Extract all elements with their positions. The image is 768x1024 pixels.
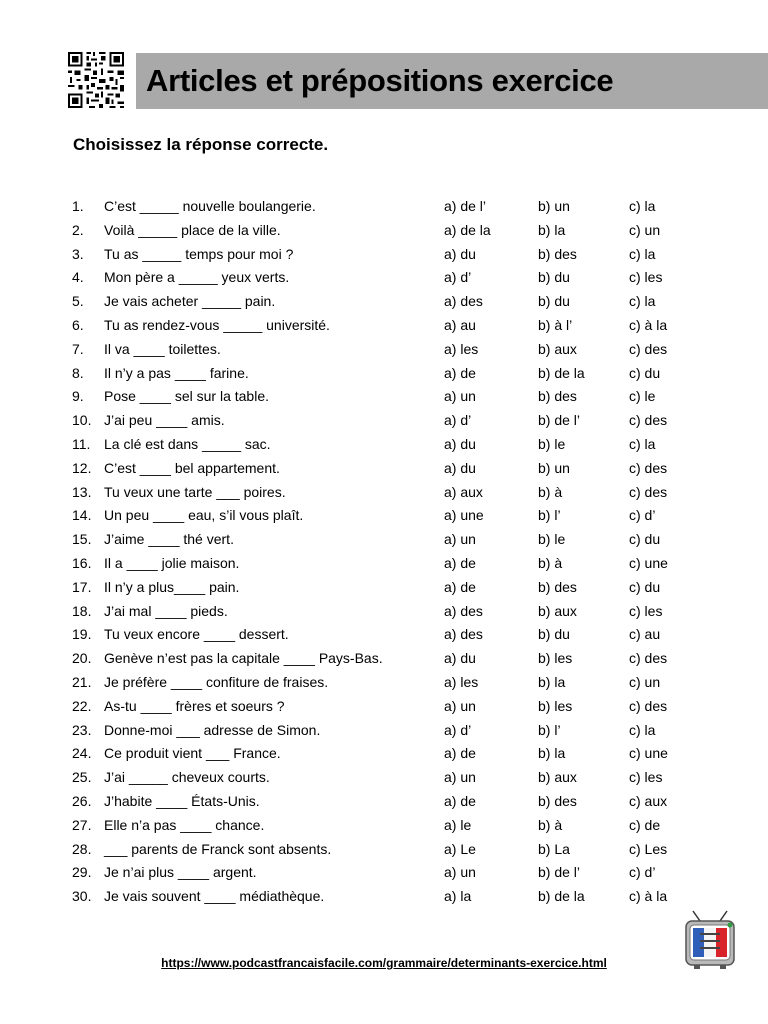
option-a: a) de <box>444 792 476 809</box>
question-text: Genève n’est pas la capitale ____ Pays-Bas. <box>104 650 383 667</box>
option-c: c) aux <box>629 792 668 809</box>
option-b: b) à l’ <box>538 316 573 333</box>
option-c: c) une <box>629 554 668 571</box>
option-b: b) des <box>538 792 577 809</box>
option-b: b) du <box>538 293 570 310</box>
question-number: 1. <box>72 198 84 214</box>
question-number: 20. <box>72 650 92 667</box>
option-a: a) de <box>444 745 476 762</box>
question-text: Je vais souvent ____ médiathèque. <box>104 888 325 905</box>
option-a: a) la <box>444 888 472 905</box>
question-number: 26. <box>72 792 92 809</box>
question-number: 15. <box>72 531 92 548</box>
option-a: a) du <box>444 245 476 262</box>
option-c: c) des <box>629 697 668 714</box>
question-text: Voilà _____ place de la ville. <box>104 221 281 238</box>
question-text: Tu as rendez-vous _____ université. <box>104 316 330 333</box>
question-row <box>0 433 768 457</box>
question-text: Il n’y a pas ____ farine. <box>104 364 249 381</box>
option-a: a) du <box>444 435 476 452</box>
question-number: 18. <box>72 602 92 619</box>
question-text: Elle n’a pas ____ chance. <box>104 816 265 833</box>
option-c: c) de <box>629 816 661 833</box>
question-number: 17. <box>72 578 92 595</box>
option-b: b) du <box>538 269 570 286</box>
question-number: 5. <box>72 293 84 310</box>
option-c: c) d’ <box>629 864 656 881</box>
question-row <box>0 790 768 814</box>
option-a: a) d’ <box>444 412 472 429</box>
option-b: b) l’ <box>538 721 561 738</box>
question-row <box>0 814 768 838</box>
question-text: ___ parents de Franck sont absents. <box>104 840 332 857</box>
question-row <box>0 671 768 695</box>
option-a: a) aux <box>444 483 483 500</box>
question-row <box>0 338 768 362</box>
option-c: c) la <box>629 245 656 262</box>
page-title: Articles et prépositions exercice <box>146 63 614 98</box>
question-number: 24. <box>72 745 92 762</box>
question-row <box>0 457 768 481</box>
option-a: a) un <box>444 697 476 714</box>
question-number: 7. <box>72 340 84 357</box>
option-b: b) à <box>538 483 563 500</box>
question-row <box>0 885 768 909</box>
option-c: c) un <box>629 221 661 238</box>
option-a: a) des <box>444 602 483 619</box>
question-number: 29. <box>72 864 92 881</box>
question-row <box>0 290 768 314</box>
option-a: a) de <box>444 578 476 595</box>
option-a: a) de la <box>444 221 491 238</box>
question-text: Tu veux une tarte ___ poires. <box>104 483 286 500</box>
question-row <box>0 504 768 528</box>
option-a: a) des <box>444 293 483 310</box>
option-a: a) de l’ <box>444 198 487 214</box>
question-number: 11. <box>72 435 91 452</box>
question-number: 10. <box>72 412 92 429</box>
question-number: 9. <box>72 388 84 405</box>
option-c: c) Les <box>629 840 668 857</box>
question-text: Je préfère ____ confiture de fraises. <box>104 673 329 690</box>
question-text: Mon père a _____ yeux verts. <box>104 269 290 286</box>
option-b: b) la <box>538 221 566 238</box>
question-number: 12. <box>72 459 92 476</box>
option-a: a) au <box>444 316 476 333</box>
option-c: c) une <box>629 745 668 762</box>
question-text: J’aime ____ thé vert. <box>104 531 234 548</box>
option-b: b) aux <box>538 340 577 357</box>
question-text: Ce produit vient ___ France. <box>104 745 281 762</box>
question-text: J’habite ____ États-Unis. <box>104 792 260 809</box>
questions-list <box>0 195 768 909</box>
option-b: b) le <box>538 531 566 548</box>
option-c: c) la <box>629 293 656 310</box>
option-a: a) de <box>444 554 476 571</box>
footer-url-link[interactable] <box>0 956 768 970</box>
question-text: J’ai peu ____ amis. <box>104 412 225 429</box>
question-row <box>0 195 768 219</box>
question-row <box>0 552 768 576</box>
header <box>60 48 710 112</box>
question-row <box>0 314 768 338</box>
option-c: c) du <box>629 364 661 381</box>
option-c: c) des <box>629 650 668 667</box>
option-a: a) un <box>444 388 476 405</box>
option-c: c) les <box>629 769 663 786</box>
option-a: a) le <box>444 816 472 833</box>
option-b: b) La <box>538 840 570 857</box>
option-c: c) des <box>629 412 668 429</box>
option-c: c) le <box>629 388 656 405</box>
question-number: 14. <box>72 507 92 524</box>
option-b: b) à <box>538 554 563 571</box>
option-c: c) la <box>629 435 656 452</box>
question-row <box>0 528 768 552</box>
question-text: Tu veux encore ____ dessert. <box>104 626 289 643</box>
question-row <box>0 766 768 790</box>
option-a: a) d’ <box>444 721 472 738</box>
question-number: 8. <box>72 364 84 381</box>
question-number: 22. <box>72 697 92 714</box>
question-text: Donne-moi ___ adresse de Simon. <box>104 721 321 738</box>
option-b: b) les <box>538 697 573 714</box>
option-a: a) un <box>444 531 476 548</box>
option-c: c) du <box>629 578 661 595</box>
option-b: b) les <box>538 650 573 667</box>
option-a: a) d’ <box>444 269 472 286</box>
question-text: Pose ____ sel sur la table. <box>104 388 269 405</box>
question-text: Il n’y a plus____ pain. <box>104 578 240 595</box>
question-number: 23. <box>72 721 92 738</box>
option-a: a) de <box>444 364 476 381</box>
option-b: b) de l’ <box>538 412 581 429</box>
option-c: c) un <box>629 673 661 690</box>
option-c: c) au <box>629 626 661 643</box>
option-c: c) les <box>629 602 663 619</box>
option-a: a) un <box>444 864 476 881</box>
option-b: b) des <box>538 245 577 262</box>
option-c: c) des <box>629 340 668 357</box>
option-a: a) Le <box>444 840 476 857</box>
option-c: c) à la <box>629 316 668 333</box>
option-b: b) du <box>538 626 570 643</box>
question-row <box>0 219 768 243</box>
question-number: 19. <box>72 626 92 643</box>
question-number: 25. <box>72 769 92 786</box>
question-text: C’est ____ bel appartement. <box>104 459 280 476</box>
question-number: 16. <box>72 554 92 571</box>
question-row <box>0 742 768 766</box>
option-c: c) des <box>629 459 668 476</box>
option-b: b) le <box>538 435 566 452</box>
question-text: Il va ____ toilettes. <box>104 340 221 357</box>
instruction-text: Choisissez la réponse correcte. <box>73 135 329 154</box>
qr-code-icon <box>60 48 136 112</box>
question-row <box>0 385 768 409</box>
question-number: 6. <box>72 316 84 333</box>
question-row <box>0 266 768 290</box>
option-b: b) aux <box>538 769 577 786</box>
footer-url-text[interactable]: https://www.podcastfrancaisfacile.com/grammaire/determinants-exercice.html <box>161 956 607 970</box>
option-b: b) un <box>538 459 570 476</box>
question-row <box>0 695 768 719</box>
question-text: Un peu ____ eau, s’il vous plaît. <box>104 507 304 524</box>
question-row <box>0 647 768 671</box>
option-c: c) les <box>629 269 663 286</box>
question-number: 27. <box>72 816 92 833</box>
option-a: a) les <box>444 673 479 690</box>
question-number: 13. <box>72 483 92 500</box>
question-row <box>0 576 768 600</box>
option-c: c) la <box>629 721 656 738</box>
option-b: b) aux <box>538 602 577 619</box>
option-b: b) à <box>538 816 563 833</box>
option-b: b) de la <box>538 888 585 905</box>
question-number: 28. <box>72 840 92 857</box>
question-number: 4. <box>72 269 84 286</box>
question-row <box>0 623 768 647</box>
question-number: 3. <box>72 245 84 262</box>
question-text: Tu as _____ temps pour moi ? <box>104 245 294 262</box>
option-b: b) de l’ <box>538 864 581 881</box>
question-text: As-tu ____ frères et soeurs ? <box>104 697 285 714</box>
option-b: b) de la <box>538 364 585 381</box>
question-text: Il a ____ jolie maison. <box>104 554 240 571</box>
question-number: 2. <box>72 221 84 238</box>
question-text: Je vais acheter _____ pain. <box>104 293 276 310</box>
question-row <box>0 481 768 505</box>
question-number: 21. <box>72 673 92 690</box>
question-row <box>0 838 768 862</box>
option-b: b) des <box>538 578 577 595</box>
question-number: 30. <box>72 888 92 905</box>
option-b: b) la <box>538 673 566 690</box>
option-c: c) d’ <box>629 507 656 524</box>
option-c: c) la <box>629 198 656 214</box>
option-b: b) la <box>538 745 566 762</box>
question-text: J’ai mal ____ pieds. <box>104 602 228 619</box>
title-bar <box>136 53 768 109</box>
option-a: a) des <box>444 626 483 643</box>
question-row <box>0 719 768 743</box>
option-b: b) des <box>538 388 577 405</box>
question-text: Je n’ai plus ____ argent. <box>104 864 257 881</box>
option-a: a) du <box>444 459 476 476</box>
question-row <box>0 362 768 386</box>
question-text: J’ai _____ cheveux courts. <box>104 769 270 786</box>
option-a: a) un <box>444 769 476 786</box>
question-row <box>0 243 768 267</box>
question-text: La clé est dans _____ sac. <box>104 435 271 452</box>
option-a: a) une <box>444 507 484 524</box>
question-row <box>0 600 768 624</box>
option-c: c) à la <box>629 888 668 905</box>
question-text: C’est _____ nouvelle boulangerie. <box>104 198 316 214</box>
option-c: c) du <box>629 531 661 548</box>
question-row <box>0 409 768 433</box>
option-a: a) du <box>444 650 476 667</box>
option-a: a) les <box>444 340 479 357</box>
question-row <box>0 861 768 885</box>
option-b: b) un <box>538 198 570 214</box>
option-b: b) l’ <box>538 507 561 524</box>
option-c: c) des <box>629 483 668 500</box>
